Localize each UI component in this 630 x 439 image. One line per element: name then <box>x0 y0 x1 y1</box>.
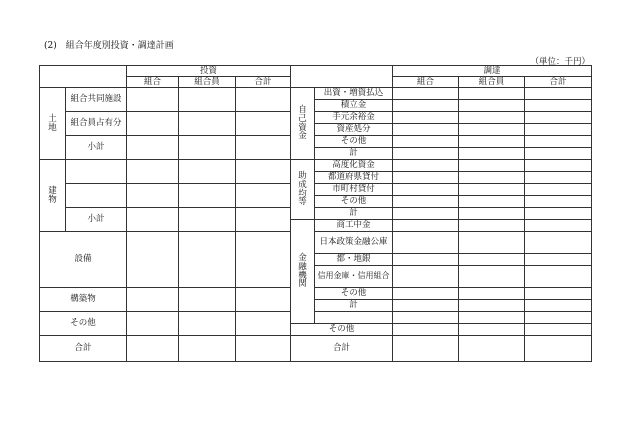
cell[interactable] <box>236 184 291 208</box>
fund-col-total: 合計 <box>525 77 592 88</box>
cell[interactable] <box>236 208 291 232</box>
cell[interactable] <box>525 184 592 196</box>
cell[interactable] <box>179 136 236 160</box>
subsidies-item: 計 <box>315 208 393 220</box>
cell[interactable] <box>127 112 179 136</box>
header-corner-right <box>291 66 393 88</box>
cell[interactable] <box>459 208 525 220</box>
cell[interactable] <box>179 288 236 312</box>
cell[interactable] <box>525 324 592 336</box>
finance-spacer <box>315 312 393 324</box>
cell[interactable] <box>525 288 592 300</box>
structures-label: 構築物 <box>40 288 127 312</box>
cell[interactable] <box>393 148 459 160</box>
cell[interactable] <box>179 208 236 232</box>
cell[interactable] <box>525 208 592 220</box>
finance-item: 信用金庫・信用組合 <box>315 266 393 288</box>
cell[interactable] <box>459 136 525 148</box>
cell[interactable] <box>179 112 236 136</box>
cell[interactable] <box>179 312 236 336</box>
cell[interactable] <box>127 208 179 232</box>
cell[interactable] <box>393 266 459 288</box>
cell[interactable] <box>393 208 459 220</box>
cell[interactable] <box>525 196 592 208</box>
fund-col-union: 組合 <box>393 77 459 88</box>
cell[interactable] <box>236 336 291 362</box>
cell[interactable] <box>393 88 459 100</box>
cell[interactable] <box>459 220 525 232</box>
cell[interactable] <box>459 196 525 208</box>
own-funds-item: 資産処分 <box>315 124 393 136</box>
cell[interactable] <box>525 312 592 324</box>
cell[interactable] <box>179 232 236 288</box>
cell[interactable] <box>179 160 236 184</box>
cell[interactable] <box>459 100 525 112</box>
cell[interactable] <box>179 184 236 208</box>
cell[interactable] <box>525 254 592 266</box>
subsidies-item: 都道府県貸付 <box>315 172 393 184</box>
land-item-member: 組合員占有分 <box>66 112 127 136</box>
cell[interactable] <box>393 124 459 136</box>
cell[interactable] <box>459 300 525 312</box>
page-heading: (2) 組合年度別投資・調達計画 <box>44 41 174 51</box>
cell[interactable] <box>459 254 525 266</box>
cell[interactable] <box>525 300 592 312</box>
cell[interactable] <box>393 112 459 124</box>
cell[interactable] <box>525 220 592 232</box>
building-subtotal-label: 小計 <box>66 208 127 232</box>
cell[interactable] <box>393 300 459 312</box>
cell[interactable] <box>236 160 291 184</box>
cell[interactable] <box>459 112 525 124</box>
cell[interactable] <box>393 336 459 362</box>
unit-label: （単位：千円） <box>530 57 590 67</box>
cell[interactable] <box>393 196 459 208</box>
own-funds-item: 計 <box>315 148 393 160</box>
cell[interactable] <box>459 124 525 136</box>
cell[interactable] <box>127 232 179 288</box>
cell[interactable] <box>393 312 459 324</box>
cell[interactable] <box>525 172 592 184</box>
cell[interactable] <box>525 266 592 288</box>
cell[interactable] <box>525 112 592 124</box>
finance-item: その他 <box>315 288 393 300</box>
cell[interactable] <box>459 172 525 184</box>
header-corner-left <box>40 66 127 88</box>
cell[interactable] <box>525 136 592 148</box>
cell[interactable] <box>459 336 525 362</box>
cell[interactable] <box>525 124 592 136</box>
land-group-label: 土 地 <box>40 88 66 160</box>
cell[interactable] <box>459 88 525 100</box>
cell[interactable] <box>459 160 525 172</box>
cell[interactable] <box>236 112 291 136</box>
cell[interactable] <box>393 100 459 112</box>
cell[interactable] <box>127 288 179 312</box>
cell[interactable] <box>236 312 291 336</box>
investment-total-label: 合計 <box>40 336 127 362</box>
investment-header: 投資 <box>127 66 291 77</box>
building-group-label: 建 物 <box>40 160 66 232</box>
cell[interactable] <box>459 288 525 300</box>
subsidies-item: 市町村貸付 <box>315 184 393 196</box>
equipment-label: 設備 <box>40 232 127 288</box>
cell[interactable] <box>459 324 525 336</box>
cell[interactable] <box>127 88 179 112</box>
finance-group-label: 金 融 機 関 <box>291 220 315 324</box>
fund-col-member: 組合員 <box>459 77 525 88</box>
funding-header: 調達 <box>393 66 592 77</box>
cell[interactable] <box>236 88 291 112</box>
own-funds-item: 手元余裕金 <box>315 112 393 124</box>
cell[interactable] <box>525 100 592 112</box>
cell[interactable] <box>127 160 179 184</box>
cell[interactable] <box>236 232 291 288</box>
cell[interactable] <box>525 232 592 254</box>
own-funds-item: 出資・増資払込 <box>315 88 393 100</box>
own-funds-group-label: 自 己 資 金 <box>291 88 315 160</box>
subsidies-item: 高度化資金 <box>315 160 393 172</box>
building-item-2 <box>66 184 127 208</box>
finance-item: 計 <box>315 300 393 312</box>
cell[interactable] <box>127 136 179 160</box>
finance-item: 商工中金 <box>315 220 393 232</box>
cell[interactable] <box>179 88 236 112</box>
cell[interactable] <box>525 336 592 362</box>
cell[interactable] <box>393 136 459 148</box>
cell[interactable] <box>127 336 179 362</box>
cell[interactable] <box>393 172 459 184</box>
own-funds-item: 積立金 <box>315 100 393 112</box>
cell[interactable] <box>459 184 525 196</box>
investment-funding-table <box>39 65 592 362</box>
inv-col-member: 組合員 <box>179 77 236 88</box>
funding-total-label: 合計 <box>291 336 393 362</box>
cell[interactable] <box>236 288 291 312</box>
cell[interactable] <box>525 160 592 172</box>
finance-item: 都・地銀 <box>315 254 393 266</box>
inv-col-union: 組合 <box>127 77 179 88</box>
cell[interactable] <box>393 160 459 172</box>
cell[interactable] <box>393 254 459 266</box>
building-item-1 <box>66 160 127 184</box>
cell[interactable] <box>393 232 459 254</box>
cell[interactable] <box>393 324 459 336</box>
cell[interactable] <box>459 266 525 288</box>
cell[interactable] <box>179 336 236 362</box>
cell[interactable] <box>127 312 179 336</box>
cell[interactable] <box>236 136 291 160</box>
cell[interactable] <box>393 184 459 196</box>
subsidies-item: その他 <box>315 196 393 208</box>
cell[interactable] <box>459 148 525 160</box>
cell[interactable] <box>459 312 525 324</box>
cell[interactable] <box>525 148 592 160</box>
cell[interactable] <box>127 184 179 208</box>
investment-other-label: その他 <box>40 312 127 336</box>
inv-col-total: 合計 <box>236 77 291 88</box>
cell[interactable] <box>525 88 592 100</box>
subsidies-group-label: 助 成 均 等 <box>291 160 315 220</box>
own-funds-item: その他 <box>315 136 393 148</box>
cell[interactable] <box>393 220 459 232</box>
land-item-shared: 組合共同施設 <box>66 88 127 112</box>
finance-item: 日本政策金融公庫 <box>315 232 393 254</box>
cell[interactable] <box>393 288 459 300</box>
land-subtotal-label: 小計 <box>66 136 127 160</box>
funding-other-label: その他 <box>291 324 393 336</box>
cell[interactable] <box>459 232 525 254</box>
